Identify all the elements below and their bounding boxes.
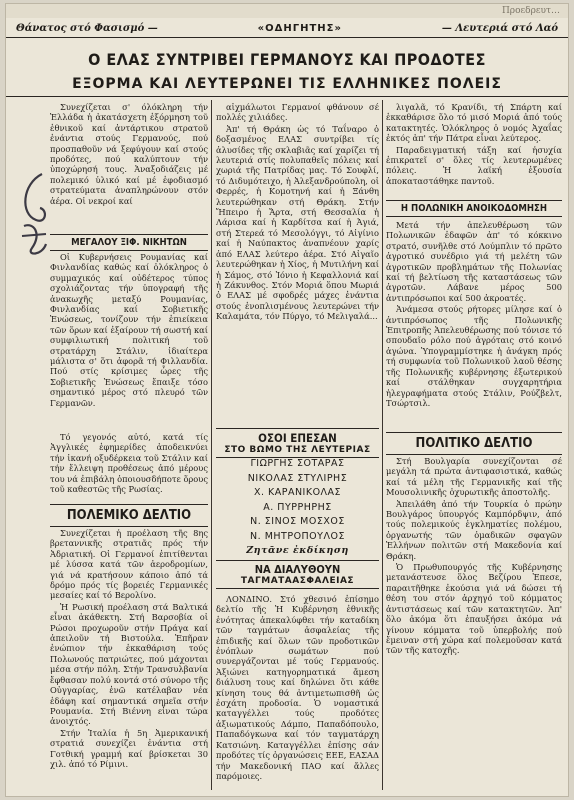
paragraph: Συνεχίζεται ἡ προέλαση τῆς 8ης βρεταννικῆς στρατιᾶς πρός τήν Ἀδριατική. Οἱ Γερμανοί ἐπιτίθενται μέ λύσσα κατά τῶν ἀεροδρομίων, γιά νά κρατήσουν κάποιο ἀπό τά δρόμο πρός τίς βορειές Γερμανικές μεσαίες καί τό Βερολίνο.	[50, 528, 208, 601]
section-heading: Η ΠΟΛΩΝΙΚΗ ΑΝΟΙΚΟΔΟΜΗΣΗ	[386, 200, 562, 217]
bleed-through-text: Προεδρευτ…	[6, 4, 568, 18]
section-subtitle: ΤΑΓΜΑΤΑΑΣΦΑΛΕΙΑΣ	[240, 576, 355, 586]
paragraph: λιγαλᾶ, τό Κρανίδι, τή Σπάρτη καί ἑκκαθάρισε ὅλο τό μισό Μοριά ἀπό τούς κατακτητές. Ὁλόκληρος ὁ νομός Ἀχαΐας ἐκτός ἀπ' τήν Πάτρα εἶναι λεύτερος.	[386, 102, 562, 144]
article-col2-security-battalions	[216, 594, 379, 796]
newspaper-title: «ΟΔΗΓΗΤΗΣ»	[257, 23, 342, 34]
article-col1-war-bulletin	[50, 528, 208, 796]
masthead-ribbon	[6, 20, 568, 38]
paragraph: Οἱ Κυβερνήσεις Ρουμανίας καί Φινλανδίας καθώς καί ὁλόκληρος ὁ συμμαχικός καί οὐδέτερος τύπος σχολιάζοντας τήν ὑπογραφή τῆς ἀνακωχῆς μεταξύ Ρουμανίας, Φινλανδίας καί Σοβιετικῆς Ἑνώσεως, τονίζουν τήν ἐπιείκεια τῶν ὅρων καί ἐξαίρουν τή σωστή καί συμφιλιωτική πολιτική τοῦ στρατάρχη Στάλιν, ἰδιαίτερα μάλιστα σ' ὅτι ἀφορᾶ τή Φιλλανδία. Πού στίς κρίσιμες ὧρες τῆς Σοβιετικῆς Ἑνώσεως ἔπαιξε τόσο σημαντικό μέρος στό πλευρό τῶν Γερμανῶν.	[50, 252, 208, 408]
newspaper-page	[6, 4, 568, 796]
article-col1-press	[50, 432, 208, 498]
paragraph: Συνεχίζεται σ' όλόκληρη τήν Ἑλλάδα ἡ ἀκατάσχετη ἐξόρμηση τοῦ ἐθνικοῦ καί ἀντάρτικου στρατοῦ ἐνάντια στούς Γερμανούς, πού προσπαθοῦν νά ξεφύγουν καί στούς προδότες, πού καλύπτουν τήν ὑποχώρησή τους. Ἀναξοδιάζεις μέ πολεμικό ὑλικό καί μέ ἐφοδιασμό στρατεύματα ἀναπληρώνουν στόν ἀέρα. Οἱ νεκροί καί	[50, 102, 208, 206]
paragraph: Στή Βουλγαρία συνεχίζονται σέ μεγάλη τά πρώτα ἀντιφασιστικά, καθώς καί τά μέλη τῆς Γερμανικῆς καί τῆς Μουσολινικῆς ὀχυρωτικῆς ἀποστολῆς.	[386, 456, 562, 498]
fallen-names-list	[216, 457, 379, 559]
fallen-name: ΝΙΚΟΛΑΣ ΣΤΥΛΙΡΗΣ	[247, 472, 348, 484]
slogan-left: Θάνατος στό Φασισμό —	[16, 23, 158, 34]
article-col1-romania	[50, 252, 208, 430]
column-rule	[382, 100, 383, 790]
memorial-heading	[216, 428, 379, 458]
article-col1-lead	[50, 102, 208, 232]
article-col3-poland	[386, 220, 562, 424]
column-rule	[211, 100, 212, 790]
paragraph: Παραδειγματική τάξη καί ἡσυχία ἐπικρατεῖ σ' ὅλες τίς λευτερωμένες πόλεις. Ἡ λαϊκή ἐξουσία ἀποκαταστάθηκε παντοῦ.	[386, 144, 562, 186]
paragraph: Ὁ Πρωθυπουργός τῆς Κυβέρνησης μετανάστευσε ὅλος Βεζίρου Ἐπεσε, παραιτῆθηκε ἐκούσια γιά νά δώσει τή θέση του στόν ἀρχηγό τοῦ κόμματος ἀντιστάσεως καί τῶν κατακτητῶν. Ἀπ' ὅλο ἀκόμα ὅτι ἐπαυξήσει ἀκόμα νά γίνουν κόμματα τοῦ ὑπερβολής πού ἔμειναν στή χώρα καί πολεμοῦσαν κατά τῶν τῆς κατοχῆς.	[386, 562, 562, 656]
main-headline: Ο ΕΛΑΣ ΣΥΝΤΡΙΒΕΙ ΓΕΡΜΑΝΟΥΣ ΚΑΙ ΠΡΟΔΟΤΕΣ	[88, 50, 486, 69]
paragraph: Ἀπειλάθη ἀπό τήν Τουρκία ὁ πρώην Βουλγάρος ὑπουργός Καμπόρδψιν, ἀπό τούς πολεμικούς ἐγκληματίες πολέμου, ὀργανωτής τῶν ὁμαδικῶν σφαγῶν Ἑλλήνων πολιτῶν στή Μακεδονία καί Θράκη.	[386, 498, 562, 561]
memorial-title: ΟΣΟΙ ΕΠΕΣΑΝ	[258, 431, 337, 445]
sub-headline: ΕΞΟΡΜΑ ΚΑΙ ΛΕΥΤΕΡΩΝΕΙ ΤΙΣ ΕΛΛΗΝΙΚΕΣ ΠΟΛΕΙΣ	[6, 76, 568, 97]
paragraph: Ἀνάμεσα στούς ρήτορες μίλησε καί ὁ ἀντιπρόσωπος τῆς Πολωνικῆς Ἐπιτροπῆς Ἀπελευθέρωσης πού τόνισε τό σπουδαῖο ρόλο πού ἀγρόταις στό κοινό ἀγώνα. Ὑπογραμμίστηκε ἡ ἀνάγκη πρός τή συμφωνία τοῦ Πολωνικοῦ λαοῦ θέσης τῆς Πολωνικῆς κυβέρνησης ἐξωτερικού καί στάλθηκαν συγχαρητήρια ἡλεγραφήματα στούς Στάλιν, Ρούζβελτ, Τσώρτσιλ.	[386, 304, 562, 408]
paragraph: ΛΟΝΔΙΝΟ. Στό χθεσινό ἐπίσημο δελτίο τῆς Ἡ Κυβέρνηση ἐθνικῆς ἑνότητας ἀπεκαλύφθει τήν καταδίκη τῶν ταγμάτων ἀσφαλείας τῆς ἐπιδικῆς καί ὅλων τῶν προδοτικῶν ἐνόπλων σωμάτων πού συνεργάζονται μέ τούς Γερμανούς. Ἀξιώνει κατηγορηματικά ἄμεση διάλυση τους καί δηλώνει ὅτι κάθε κίνηση τους θά ἀντιμετωπισθῆ ὡς ἐσχάτη προδοσία. Ὁ νομαστικά καταγγέλλει τούς προδότες ἀξιωματικούς Δάμπο, Παπαδόπουλο, Παπαδόγκωνα καί τόν ταγματάρχη Κατσιώνη. Καταγγέλλει ἐπίσης σάν προδότες τίς ὀργανώσεις ΕΕΕ, ΕΑΣΑΔ τήν Μακεδονική ΠΑΟ καί ἄλλες παρόμοιες.	[216, 594, 379, 781]
paragraph: αἰχμάλωτοι Γερμανοί φθάνουν σέ πολλές χιλιάδες.	[216, 102, 379, 123]
fallen-name: Ν. ΜΗΤΡΟΠΟΥΛΟΣ	[250, 530, 345, 542]
section-heading: ΠΟΛΕΜΙΚΟ ΔΕΛΤΙΟ	[50, 504, 208, 527]
paragraph: Μετά τήν ἀπελευθέρωση τῶν Πολωνικῶν ἐδαφῶν ἀπ' τό κόκκινο στρατό, συνῆλθε στό Λούμπλιν τό πρῶτο ἀγροτικό συνέδριο γιά τή μελέτη τῶν ἀγροτικῶν προβλημάτων τῆς Πολωνίας καί τή βελτίωση τῆς καταστάσεως τῶν ἀγροτῶν. Λάβανε μέρος 500 ἀντιπρόσωποι καί 500 ἀκροατές.	[386, 220, 562, 303]
fallen-name: Χ. ΚΑΡΑΝΙΚΟΛΑΣ	[253, 487, 342, 498]
article-col2-liberation	[216, 102, 379, 428]
article-col3-political-bulletin	[386, 456, 562, 796]
section-heading	[216, 560, 379, 589]
memorial-subtitle: ΣΤΟ ΒΩΜΟ ΤΗΣ ΛΕΥΤΕΡΙΑΣ	[224, 445, 371, 455]
paragraph: Στήν Ἰταλία ἡ 5η Ἀμερικανική στρατιά συνεχίζει ἐνάντια στή Γοτθική γραμμή καί βρίσκεται 30 χιλ. ἀπό τό Ρίμινι.	[50, 727, 208, 769]
paragraph: Ἀπ' τή Θράκη ὡς τό Ταΐναρο ὁ δοξασμένος ΕΛΑΣ συντρίβει τίς ἀλυσίδες τῆς σκλαβιᾶς καί χαρίζει τή λευτεριά στίς πολυπαθεῖς πόλεις καί χωριά τῆς Πατρίδας μας. Τό Σουφλί, τό Διδυμότειχο, ἡ Ἀλεξανδρούπολη, οἱ Φερρές, ἡ Κομοτηνή καί ἡ Ξάνθη λευτερώθηκαν στή Θράκη. Στήν Ἤπειρο ἡ Ἄρτα, στή Θεσσαλία ἡ Λάρισα καί ἡ Καρδίτσα καί ἡ Ἀγιά, στή Στερεά τό Μεσολόγγι, τό Αἰγίνιο καί ἡ Ναύπακτος ἀναπνέουν χαρίς ἀπό ΕΛΑΣ λεύτερο ἀέρα. Στό Αἰγαῖο λευτερώθηκαν ἡ Χίος, ἡ Μυτιλήνη καί ἡ Σάμος, στό Ἰόνιο ἡ Κεφαλλονιά καί ἡ Ζάκυνθος. Στόν Μοριά ὅπου Μωριά ὁ ΕΛΑΣ μέ σφοδρές μάχες ἐνάντια στούς ἐνοπλισμένους λευτερώνει τήν Καλαμάτα, τόν Πύργο, τό Μελιγαλά...	[216, 123, 379, 322]
memorial-call: Ζητᾶνε ἐκδίκηση	[246, 545, 349, 556]
section-heading: ΜΕΓΑΛΟΥ ΞΙΦ. ΝΙΚΗΤΩΝ	[50, 234, 208, 251]
section-heading: ΠΟΛΙΤΙΚΟ ΔΕΛΤΙΟ	[386, 432, 562, 455]
slogan-right: — Λευτεριά στό Λαό	[441, 23, 558, 34]
paragraph: Τό γεγονός αὐτό, κατά τίς Ἀγγλικές ἐφημερίδες ἀποδεικνύει τήν ἰκανή οξυδέρκεια τοῦ Στάλιν καί τήν ἔλλειψη προθέσεως ἀπό μέρους του νά ἐπιβάλη ὁποιουσδήποτε ὅρους τοῦ καθεστῶς τῆς Ρωσίας.	[50, 432, 208, 495]
fallen-name: Ν. ΣΙΝΟΣ ΜΟΣΧΟΣ	[250, 516, 345, 527]
paragraph: Ἡ Ρωσική προέλαση στά Βαλτικά εἶναι ἀκάθεκτη. Στή Βαρσοβία οἱ Ρώσοι προχωροῦν στήν Πράγα καί ἀπειλοῦν τή Βιστούλα. Ἐπῆραν ἐνώπιον τήν ἐκκαθάριση τούς Πολωνούς πατριώτες, πού μάχονται μέσα στήν πόλη. Στήν Τρανσυλβανία ἔφθασαν πολύ κοντά στό σύνορο τῆς Οὐγγαρίας, ἐνῶ κατέλαβαν νέα ἐδάφη καί σημαντικά σημεῖα στήν Ρουμανία. Στή Βιέννη εἶναι τώρα ἀνοιχτός.	[50, 601, 208, 727]
article-col3-continuation	[386, 102, 562, 194]
section-title: ΝΑ ΔΙΑΛΥΘΟΥΝ	[254, 563, 341, 576]
fallen-name: ΓΙΩΡΓΗΣ ΣΟΤΑΡΑΣ	[250, 458, 345, 469]
fallen-name: Α. ΠΥΡΡΗΡΗΣ	[263, 501, 332, 513]
